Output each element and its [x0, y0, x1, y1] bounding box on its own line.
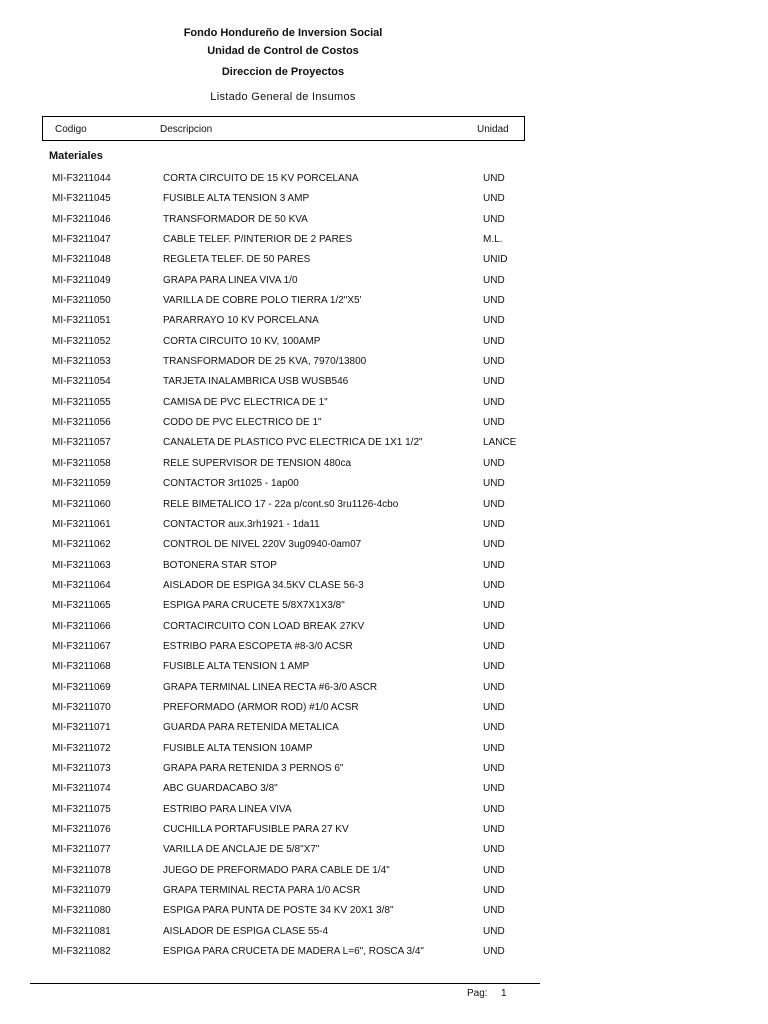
item-code: MI-F3211063 — [52, 559, 111, 571]
item-code: MI-F3211059 — [52, 478, 111, 490]
item-description: FUSIBLE ALTA TENSION 1 AMP — [163, 661, 310, 673]
item-description: GUARDA PARA RETENIDA METALICA — [163, 722, 339, 734]
item-description: VARILLA DE ANCLAJE DE 5/8"X7" — [163, 844, 320, 856]
table-row — [0, 555, 768, 575]
item-unit: UND — [483, 376, 505, 388]
item-unit: UND — [483, 824, 505, 835]
item-unit: UNID — [483, 254, 508, 266]
item-code: MI-F3211082 — [52, 946, 111, 958]
item-unit: UND — [483, 315, 505, 327]
column-header-unidad: Unidad — [477, 124, 509, 135]
item-description: CORTA CIRCUITO 10 KV, 100AMP — [163, 335, 321, 347]
table-row — [0, 616, 768, 636]
table-row — [0, 677, 768, 697]
item-code: MI-F3211061 — [52, 518, 111, 530]
item-description: FUSIBLE ALTA TENSION 3 AMP — [163, 193, 310, 205]
item-description: FUSIBLE ALTA TENSION 10AMP — [163, 742, 313, 754]
table-row — [0, 860, 768, 880]
item-description: ESPIGA PARA CRUCETE 5/8X7X1X3/8" — [163, 600, 345, 612]
item-code: MI-F3211060 — [52, 498, 111, 510]
item-description: CONTACTOR aux.3rh1921 - 1da11 — [163, 518, 320, 530]
item-unit: UND — [483, 478, 505, 490]
table-row — [0, 717, 768, 737]
item-unit: M.L. — [483, 234, 503, 246]
item-description: ESTRIBO PARA LINEA VIVA — [163, 803, 292, 815]
item-unit: UND — [483, 844, 505, 856]
item-code: MI-F3211051 — [52, 315, 111, 327]
item-description: GRAPA PARA RETENIDA 3 PERNOS 6" — [163, 762, 344, 774]
item-code: MI-F3211066 — [52, 620, 111, 632]
table-row — [0, 778, 768, 798]
item-code: MI-F3211047 — [52, 234, 111, 246]
item-unit: UND — [483, 213, 505, 225]
item-unit: UND — [483, 335, 505, 347]
item-unit: UND — [483, 600, 505, 612]
item-code: MI-F3211073 — [52, 762, 111, 774]
item-unit: UND — [483, 457, 505, 469]
items-table-body — [0, 168, 768, 961]
item-description: GRAPA TERMINAL RECTA PARA 1/0 ACSR — [163, 885, 361, 897]
item-code: MI-F3211054 — [52, 376, 111, 388]
item-code: MI-F3211075 — [52, 803, 111, 815]
item-unit: UND — [483, 762, 505, 774]
item-description: CAMISA DE PVC ELECTRICA DE 1" — [163, 396, 328, 408]
item-code: MI-F3211071 — [52, 722, 111, 734]
table-row — [0, 799, 768, 819]
item-description: CORTA CIRCUITO DE 15 KV PORCELANA — [163, 173, 359, 184]
item-unit: UND — [483, 193, 505, 205]
table-row — [0, 270, 768, 290]
item-unit: UND — [483, 356, 505, 368]
item-description: CABLE TELEF. P/INTERIOR DE 2 PARES — [163, 234, 353, 246]
table-row — [0, 229, 768, 249]
item-description: ESPIGA PARA PUNTA DE POSTE 34 KV 20X1 3/8" — [163, 905, 394, 917]
item-description: JUEGO DE PREFORMADO PARA CABLE DE 1/4" — [163, 864, 390, 876]
item-unit: UND — [483, 661, 505, 673]
table-row — [0, 941, 768, 961]
item-unit: UND — [483, 396, 505, 408]
item-unit: UND — [483, 722, 505, 734]
item-unit: UND — [483, 885, 505, 897]
item-description: ESPIGA PARA CRUCETA DE MADERA L=6", ROSCA 3/4" — [163, 946, 424, 958]
table-row — [0, 758, 768, 778]
table-row — [0, 494, 768, 514]
item-code: MI-F3211079 — [52, 885, 111, 897]
item-unit: UND — [483, 539, 505, 551]
section-title: Materiales — [49, 150, 103, 162]
item-code: MI-F3211053 — [52, 356, 111, 368]
item-code: MI-F3211049 — [52, 274, 111, 286]
table-row — [0, 738, 768, 758]
item-description: TRANSFORMADOR DE 50 KVA — [163, 213, 308, 225]
table-row — [0, 575, 768, 595]
table-row — [0, 921, 768, 941]
table-row — [0, 188, 768, 208]
item-unit: UND — [483, 417, 505, 429]
item-unit: UND — [483, 173, 505, 184]
item-unit: UND — [483, 701, 505, 713]
column-header-row — [42, 116, 525, 141]
item-description: RELE BIMETALICO 17 - 22a p/cont.s0 3ru1126-4cbo — [163, 498, 399, 510]
table-row — [0, 310, 768, 330]
item-code: MI-F3211058 — [52, 457, 111, 469]
table-row — [0, 697, 768, 717]
item-description: ESTRIBO PARA ESCOPETA #8-3/0 ACSR — [163, 640, 353, 652]
item-code: MI-F3211055 — [52, 396, 111, 408]
item-code: MI-F3211072 — [52, 742, 111, 754]
table-row — [0, 514, 768, 534]
item-code: MI-F3211078 — [52, 864, 111, 876]
item-description: CONTROL DE NIVEL 220V 3ug0940-0am07 — [163, 539, 362, 551]
item-code: MI-F3211050 — [52, 295, 111, 307]
item-code: MI-F3211052 — [52, 335, 111, 347]
item-description: PARARRAYO 10 KV PORCELANA — [163, 315, 319, 327]
item-unit: UND — [483, 905, 505, 917]
item-description: AISLADOR DE ESPIGA 34.5KV CLASE 56-3 — [163, 579, 364, 591]
item-unit: UND — [483, 640, 505, 652]
item-code: MI-F3211065 — [52, 600, 111, 612]
item-description: ABC GUARDACABO 3/8" — [163, 783, 278, 795]
item-unit: UND — [483, 742, 505, 754]
item-description: CORTACIRCUITO CON LOAD BREAK 27KV — [163, 620, 365, 632]
item-unit: LANCE — [483, 437, 517, 449]
item-unit: UND — [483, 783, 505, 795]
page-label: Pag: — [467, 988, 488, 999]
table-row — [0, 473, 768, 493]
column-header-codigo: Codigo — [55, 124, 87, 135]
item-unit: UND — [483, 295, 505, 307]
item-description: BOTONERA STAR STOP — [163, 559, 277, 571]
table-row — [0, 534, 768, 554]
item-code: MI-F3211077 — [52, 844, 111, 856]
item-description: AISLADOR DE ESPIGA CLASE 55-4 — [163, 925, 329, 937]
item-unit: UND — [483, 803, 505, 815]
item-code: MI-F3211081 — [52, 925, 111, 937]
item-description: VARILLA DE COBRE POLO TIERRA 1/2"X5' — [163, 295, 362, 307]
item-code: MI-F3211057 — [52, 437, 111, 449]
table-row — [0, 290, 768, 310]
item-unit: UND — [483, 925, 505, 937]
table-row — [0, 656, 768, 676]
item-description: CANALETA DE PLASTICO PVC ELECTRICA DE 1X1 1/2" — [163, 437, 423, 449]
item-description: CONTACTOR 3rt1025 - 1ap00 — [163, 478, 299, 490]
item-description: CODO DE PVC ELECTRICO DE 1" — [163, 417, 322, 429]
table-row — [0, 168, 768, 188]
item-code: MI-F3211045 — [52, 193, 111, 205]
item-unit: UND — [483, 946, 505, 958]
item-code: MI-F3211069 — [52, 681, 111, 693]
table-row — [0, 209, 768, 229]
column-header-descripcion: Descripcion — [160, 124, 213, 135]
table-row — [0, 880, 768, 900]
item-code: MI-F3211044 — [52, 173, 111, 184]
item-code: MI-F3211068 — [52, 661, 111, 673]
table-row — [0, 249, 768, 269]
item-unit: UND — [483, 274, 505, 286]
table-row — [0, 331, 768, 351]
table-row — [0, 636, 768, 656]
item-code: MI-F3211064 — [52, 579, 111, 591]
table-row — [0, 412, 768, 432]
table-row — [0, 839, 768, 859]
item-code: MI-F3211056 — [52, 417, 111, 429]
item-description: REGLETA TELEF. DE 50 PARES — [163, 254, 311, 266]
item-code: MI-F3211067 — [52, 640, 111, 652]
item-code: MI-F3211080 — [52, 905, 111, 917]
department-name: Direccion de Proyectos — [221, 66, 345, 78]
item-unit: UND — [483, 864, 505, 876]
item-code: MI-F3211076 — [52, 824, 111, 835]
table-row — [0, 351, 768, 371]
item-unit: UND — [483, 518, 505, 530]
table-row — [0, 900, 768, 920]
footer-divider — [30, 983, 540, 984]
item-code: MI-F3211046 — [52, 213, 111, 225]
item-description: TARJETA INALAMBRICA USB WUSB546 — [163, 376, 349, 388]
table-row — [0, 432, 768, 452]
item-unit: UND — [483, 681, 505, 693]
item-description: CUCHILLA PORTAFUSIBLE PARA 27 KV — [163, 824, 349, 835]
item-code: MI-F3211074 — [52, 783, 111, 795]
item-code: MI-F3211062 — [52, 539, 111, 551]
page-number: 1 — [501, 988, 507, 999]
item-description: GRAPA TERMINAL LINEA RECTA #6-3/0 ASCR — [163, 681, 378, 693]
unit-name: Unidad de Control de Costos — [207, 45, 359, 57]
item-description: TRANSFORMADOR DE 25 KVA, 7970/13800 — [163, 356, 367, 368]
table-row — [0, 453, 768, 473]
item-description: RELE SUPERVISOR DE TENSION 480ca — [163, 457, 352, 469]
organization-name: Fondo Hondureño de Inversion Social — [183, 27, 383, 39]
item-code: MI-F3211048 — [52, 254, 111, 266]
table-row — [0, 371, 768, 391]
item-description: GRAPA PARA LINEA VIVA 1/0 — [163, 274, 298, 286]
item-unit: UND — [483, 579, 505, 591]
table-row — [0, 819, 768, 839]
item-description: PREFORMADO (ARMOR ROD) #1/0 ACSR — [163, 701, 359, 713]
item-code: MI-F3211070 — [52, 701, 111, 713]
table-row — [0, 595, 768, 615]
item-unit: UND — [483, 498, 505, 510]
table-row — [0, 392, 768, 412]
report-title: Listado General de Insumos — [210, 91, 356, 103]
item-unit: UND — [483, 620, 505, 632]
item-unit: UND — [483, 559, 505, 571]
